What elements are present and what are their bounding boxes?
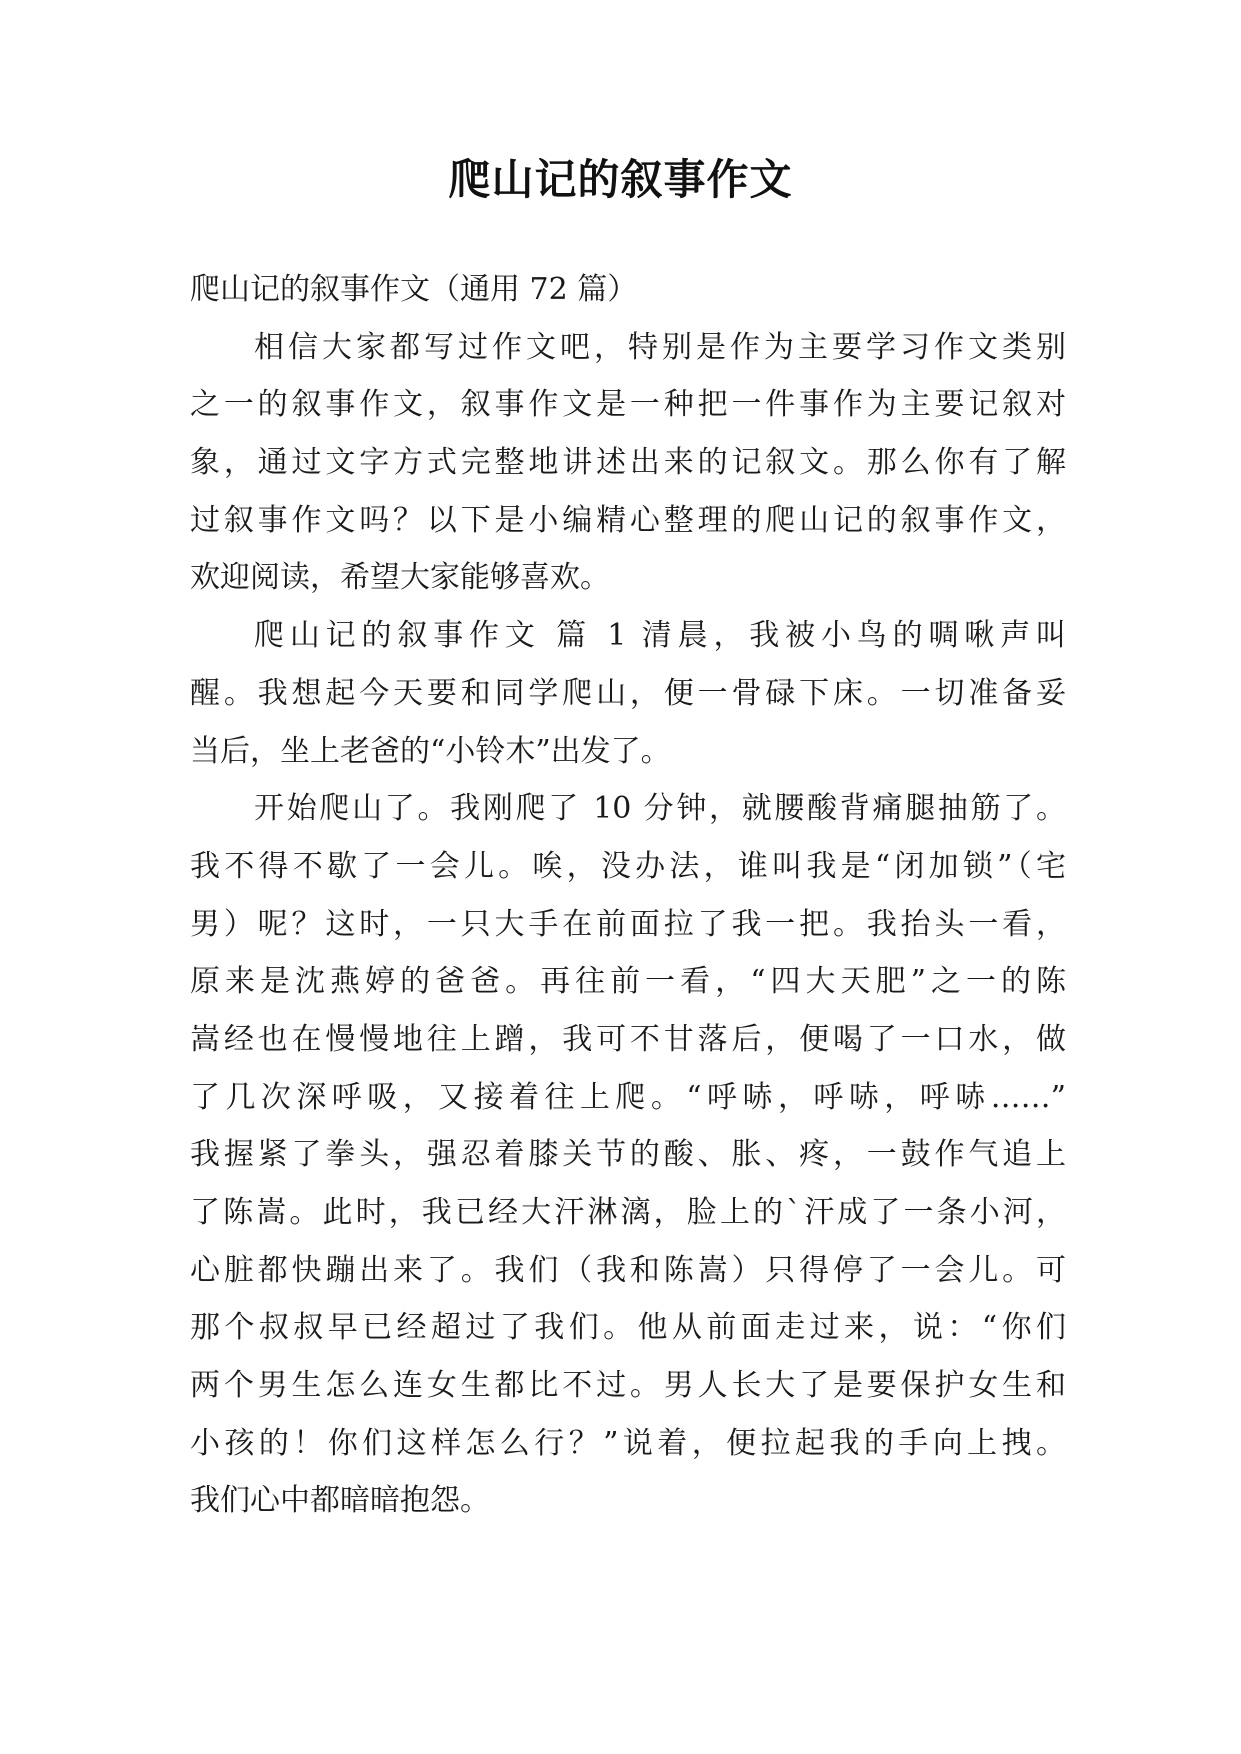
text-line: 原来是沈燕婷的爸爸。再往前一看，“四大天肥”之一的陈 — [190, 964, 1066, 1000]
text-line: 开始爬山了。我刚爬了 10 分钟，就腰酸背痛腿抽筋了。 — [254, 791, 1066, 827]
text-line: 嵩经也在慢慢地往上蹭，我可不甘落后，便喝了一口水，做 — [190, 1021, 1066, 1057]
text-line: 过叙事作文吗？以下是小编精心整理的爬山记的叙事作文， — [190, 502, 1066, 538]
text-line: 了几次深呼吸，又接着往上爬。“呼哧，呼哧，呼哧……” — [190, 1079, 1066, 1115]
text-line: 之一的叙事作文，叙事作文是一种把一件事作为主要记叙对 — [190, 387, 1066, 423]
text-line: 我握紧了拳头，强忍着膝关节的酸、胀、疼，一鼓作气追上 — [190, 1137, 1066, 1173]
text-line: 小孩的！你们这样怎么行？”说着，便拉起我的手向上拽。 — [190, 1425, 1066, 1461]
text-line: 欢迎阅读，希望大家能够喜欢。 — [190, 560, 610, 596]
text-line: 心脏都快蹦出来了。我们（我和陈嵩）只得停了一会儿。可 — [190, 1252, 1066, 1288]
text-line: 爬山记的叙事作文（通用 72 篇） — [190, 272, 638, 307]
text-line: 相信大家都写过作文吧，特别是作为主要学习作文类别 — [254, 329, 1066, 365]
text-line: 了陈嵩。此时，我已经大汗淋漓，脸上的`汗成了一条小河， — [190, 1195, 1066, 1230]
text-line: 我不得不歇了一会儿。唉，没办法，谁叫我是“闭加锁”（宅 — [190, 848, 1066, 884]
text-line: 醒。我想起今天要和同学爬山，便一骨碌下床。一切准备妥 — [190, 675, 1066, 711]
text-line: 爬山记的叙事作文 篇 1 清晨，我被小鸟的啁啾声叫 — [254, 618, 1066, 654]
text-line: 我们心中都暗暗抱怨。 — [190, 1483, 490, 1519]
text-line: 象，通过文字方式完整地讲述出来的记叙文。那么你有了解 — [190, 445, 1066, 481]
text-line: 男）呢？这时，一只大手在前面拉了我一把。我抬头一看， — [190, 906, 1066, 942]
document-title: 爬山记的叙事作文 — [448, 155, 793, 204]
text-line: 那个叔叔早已经超过了我们。他从前面走过来，说：“你们 — [190, 1310, 1066, 1346]
text-line: 当后，坐上老爸的“小铃木”出发了。 — [190, 733, 671, 769]
document-body — [190, 261, 1066, 1530]
text-line: 两个男生怎么连女生都比不过。男人长大了是要保护女生和 — [190, 1368, 1066, 1404]
